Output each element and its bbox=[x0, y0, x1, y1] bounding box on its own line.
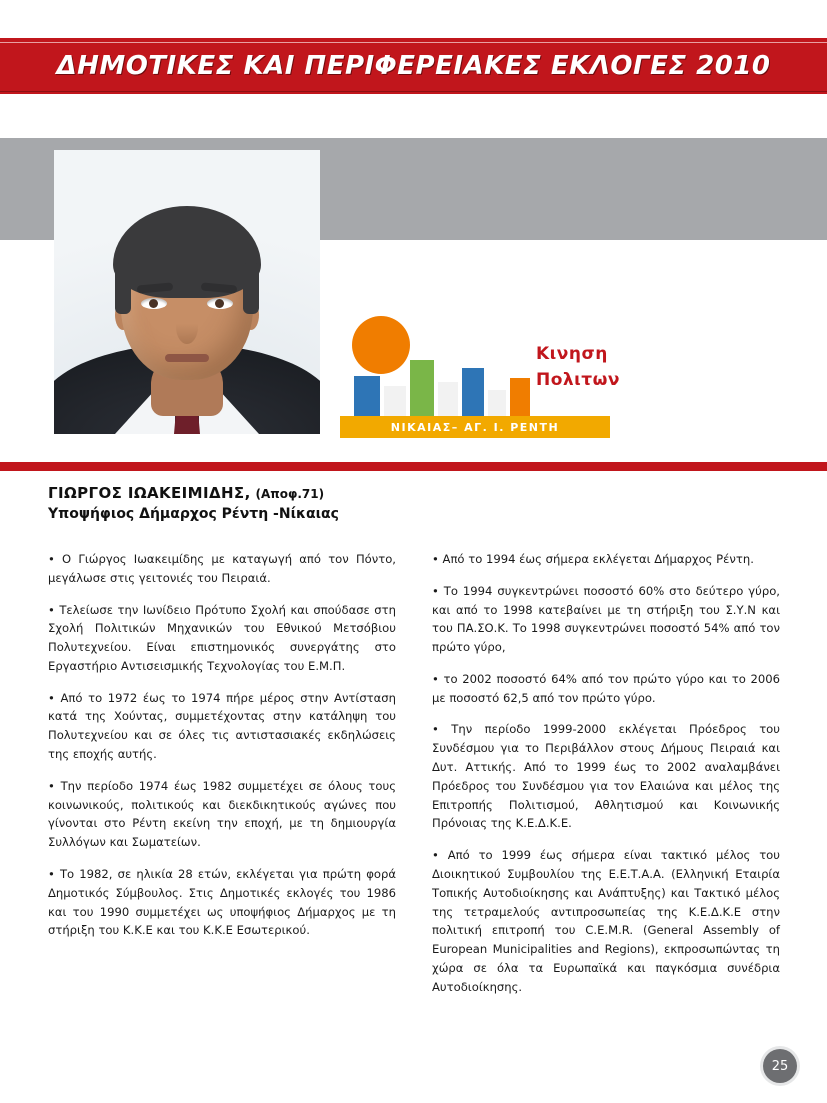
logo-bar-5 bbox=[462, 368, 484, 416]
candidate-decision: (Αποφ.71) bbox=[255, 487, 325, 501]
body-column-right bbox=[432, 550, 780, 1009]
party-logo bbox=[340, 310, 620, 438]
photo-image bbox=[54, 150, 320, 434]
photo-mouth bbox=[165, 354, 209, 362]
photo-sideburn-left bbox=[115, 262, 131, 314]
section-divider bbox=[0, 462, 827, 471]
right-column-paragraph: • το 2002 ποσοστό 64% από τον πρώτο γύρο και το 2006 με ποσοστό 62,5 από τον πρώτο γύρο. bbox=[432, 671, 780, 705]
logo-caption: ΝΙΚΑΙΑΣ– ΑΓ. Ι. ΡΕΝΤΗ bbox=[340, 416, 610, 438]
right-column-paragraph: • Το 1994 συγκεντρώνει ποσοστό 60% στο δεύτερο γύρο, και από το 1998 κατεβαίνει με τη στήριξη του Σ.Υ.Ν και του ΠΑ.ΣΟ.Κ. Το 1998 συγκεντρώνει ποσοστό 54% από τον πρώτο γύρο, bbox=[432, 583, 780, 655]
logo-word-politon: Πολιτων bbox=[536, 370, 620, 390]
left-column-paragraph: • Ο Γιώργος Ιωακειμίδης με καταγωγή από τον Πόντο, μεγάλωσε στις γειτονιές του Πειραιά. bbox=[48, 552, 396, 585]
candidate-name-line bbox=[48, 484, 648, 502]
logo-bar-1 bbox=[354, 376, 380, 416]
logo-bar-4 bbox=[438, 382, 458, 416]
right-column-paragraph: • Από το 1999 έως σήμερα είναι τακτικό μέλος του Διοικητικού Συμβουλίου της Ε.Ε.Τ.Α.Α. (Ελληνική Εταιρία Τοπικής Αυτοδιοίκησης και Ανάπτυξης) και Τακτικό μέλος της τετραμελούς αντιπροσωπείας της Κ.Ε.Δ.Κ.Ε στην πολιτική επιτροπή του C.E.M.R. (General Assembly of European Municipalities and Regions), εκπροσωπώντας τη χώρα σε όλα τα Ευρωπαϊκά και παγκόσμια συνέδρια Αυτοδιοίκησης. bbox=[432, 848, 780, 994]
logo-bar-2 bbox=[384, 386, 406, 416]
body-columns bbox=[48, 550, 780, 1009]
right-column-paragraph: • Την περίοδο 1999-2000 εκλέγεται Πρόεδρος του Συνδέσμου για το Περιβάλλον στους Δήμους Πειραιά και Δυτ. Αττικής. Από το 1999 έως το 2002 αναλαμβάνει Πρόεδρος του Συνδέσμου για τον Ελαιώνα και μέλος της Επιτροπής Πολιτισμού, Αθλητισμού και Κοινωνικής Πρόνοιας της Κ.Ε.Δ.Κ.Ε. bbox=[432, 722, 780, 831]
left-column-paragraph: • Την περίοδο 1974 έως 1982 συμμετέχει σε όλους τους κοινωνικούς, πολιτικούς και διεκδικητικούς αγώνες που γίνονται στο Ρέντη εκείνη την εποχή, με τη δημιουργία Συλλόγων και Σωματείων. bbox=[48, 778, 396, 850]
candidate-role: Υποψήφιος Δήμαρχος Ρέντη -Νίκαιας bbox=[48, 506, 339, 522]
photo-eye-right bbox=[207, 298, 233, 309]
page-title: ΔΗΜΟΤΙΚΕΣ ΚΑΙ ΠΕΡΙΦΕΡΕΙΑΚΕΣ ΕΚΛΟΓΕΣ 2010 bbox=[56, 51, 771, 81]
photo-sideburn-right bbox=[243, 262, 259, 314]
buildings-icon bbox=[340, 354, 530, 416]
left-column-paragraph: • Τελείωσε την Ιωνίδειο Πρότυπο Σχολή και σπούδασε στη Σχολή Πολιτικών Μηχανικών του Εθνικού Μετσόβιου Πολυτεχνείου. Είναι επιστημονικός συνεργάτης στο Εργαστήριο Αντισεισμικής Τεχνολογίας του Ε.Μ.Π. bbox=[48, 602, 396, 673]
candidate-name: ΓΙΩΡΓΟΣ ΙΩΑΚΕΙΜΙΔΗΣ, bbox=[48, 484, 251, 502]
photo-eye-left bbox=[141, 298, 167, 309]
logo-word-kinisi: Κινηση bbox=[536, 344, 608, 364]
logo-bar-3 bbox=[410, 360, 434, 416]
logo-bar-7 bbox=[510, 378, 530, 416]
left-column-paragraph: • Το 1982, σε ηλικία 28 ετών, εκλέγεται για πρώτη φορά Δημοτικός Σύμβουλος. Στις Δημοτικές εκλογές του 1986 και του 1990 συμμετέχει ως υποψήφιος Δήμαρχος με τη στήριξη του Κ.Κ.Ε και του Κ.Κ.Ε Εσωτερικού. bbox=[48, 866, 396, 938]
right-column-paragraph: • Από το 1994 έως σήμερα εκλέγεται Δήμαρχος Ρέντη. bbox=[432, 552, 754, 566]
logo-bar-6 bbox=[488, 390, 506, 416]
candidate-photo bbox=[54, 150, 320, 434]
photo-nose bbox=[176, 310, 198, 344]
photo-hair bbox=[113, 206, 261, 298]
left-column-paragraph: • Από το 1972 έως το 1974 πήρε μέρος στην Αντίσταση κατά της Χούντας, συμμετέχοντας στην κατάληψη του Πολυτεχνείου και σε όλες τις αντιστασιακές εκδηλώσεις της εποχής αυτής. bbox=[48, 690, 396, 762]
body-column-left bbox=[48, 550, 396, 953]
page-number: 25 bbox=[763, 1049, 797, 1083]
